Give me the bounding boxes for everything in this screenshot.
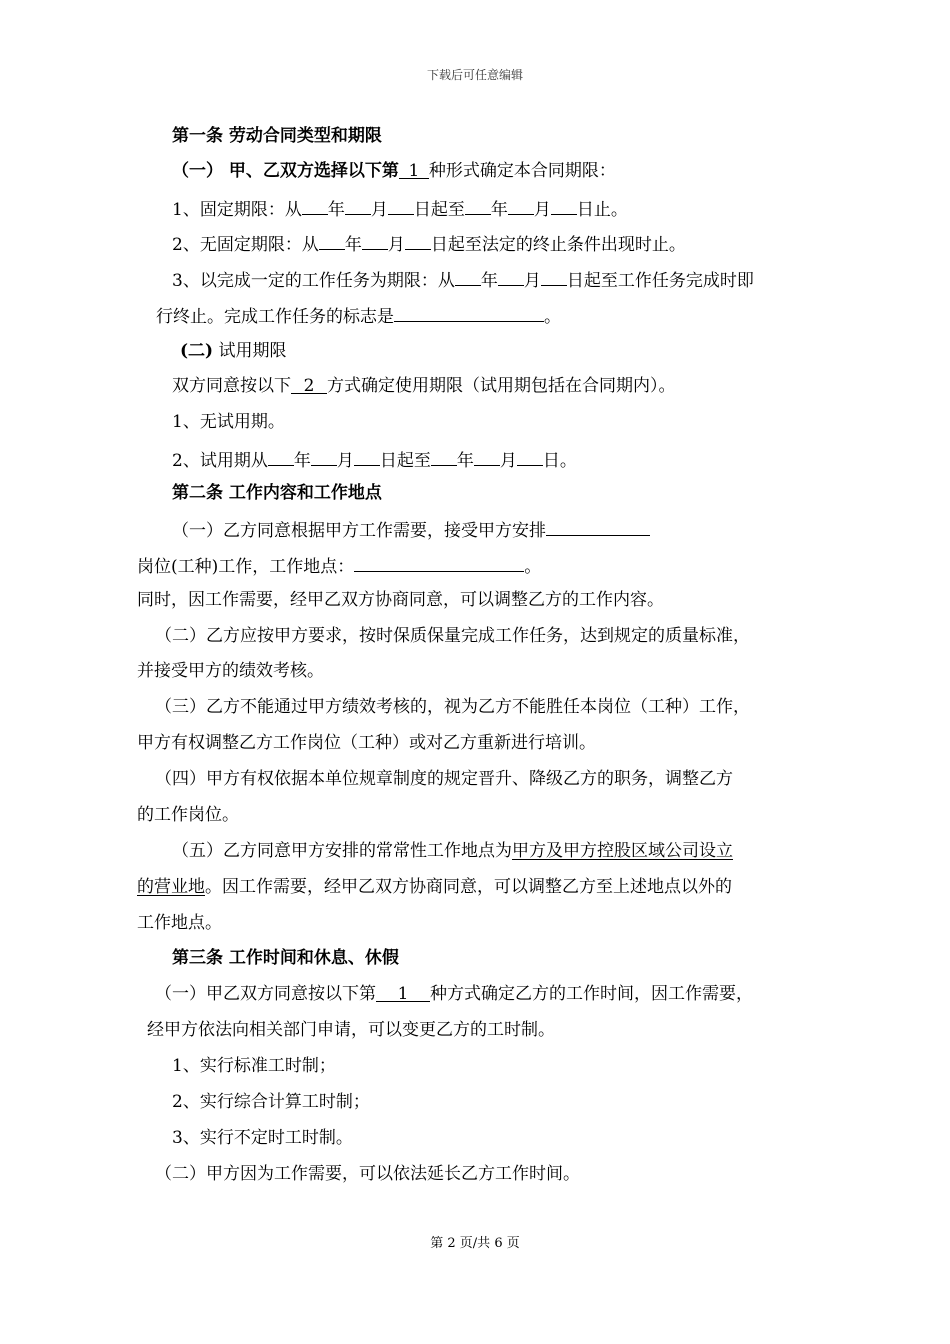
art1-para2-title: (二) 试用期限: [180, 341, 287, 361]
blank-field: [354, 552, 524, 572]
art1-para2: 双方同意按以下 2 方式确定使用期限（试用期包括在合同期内）。: [172, 376, 676, 396]
art1-para1: （一） 甲、乙双方选择以下第 1 种形式确定本合同期限：: [172, 161, 616, 181]
art3-item3: 3、实行不定时工时制。: [172, 1128, 353, 1148]
blank-field: [431, 446, 457, 466]
art1-para2-item2: 2、试用期从 年 月 日起至 年 月 日。: [172, 446, 577, 473]
art2-para5-line2: 的营业地。因工作需要，经甲乙双方协商同意，可以调整乙方至上述地点以外的: [137, 877, 732, 897]
blank-field: [268, 446, 294, 466]
blank-field: [362, 230, 388, 250]
art2-para2-line1: （二）乙方应按甲方要求，按时保质保量完成工作任务，达到规定的质量标准，: [155, 626, 750, 646]
article-1-title: 第一条 劳动合同类型和期限: [172, 126, 382, 146]
blank-field: [455, 266, 481, 286]
worktime-choice-value: 1: [376, 982, 430, 1002]
blank-field: [541, 266, 567, 286]
page-header: 下载后可任意编辑: [426, 68, 523, 82]
art1-para2-item1: 1、无试用期。: [172, 412, 285, 432]
art2-para3-line2: 甲方有权调整乙方工作岗位（工种）或对乙方重新进行培训。: [137, 733, 596, 753]
page-footer: 第 2 页/共 6 页: [430, 1236, 520, 1251]
form-choice-value: 1: [399, 159, 429, 179]
art3-item2: 2、实行综合计算工时制；: [172, 1092, 370, 1112]
art3-para1: （一）甲乙双方同意按以下第 1 种方式确定乙方的工作时间，因工作需要，: [155, 984, 753, 1004]
art2-para1-cont: 岗位(工种)工作，工作地点： 。: [137, 552, 541, 579]
probation-choice-value: 2: [291, 374, 327, 394]
art2-para4-line1: （四）甲方有权依据本单位规章制度的规定晋升、降级乙方的职务，调整乙方: [155, 769, 733, 789]
blank-field: [551, 195, 577, 215]
workplace-value-cont: 的营业地: [137, 877, 205, 897]
blank-field: [354, 446, 380, 466]
art1-item3: 3、以完成一定的工作任务为期限：从 年 月 日起至工作任务完成时即: [172, 266, 754, 293]
art2-para3-line1: （三）乙方不能通过甲方绩效考核的，视为乙方不能胜任本岗位（工种）工作，: [155, 697, 750, 717]
art2-para1: （一）乙方同意根据甲方工作需要，接受甲方安排: [172, 516, 650, 543]
workplace-value: 甲方及甲方控股区域公司设立: [512, 841, 733, 861]
blank-field: [498, 266, 524, 286]
art2-para2-line2: 并接受甲方的绩效考核。: [137, 661, 324, 681]
art2-para5-line3: 工作地点。: [137, 913, 222, 933]
blank-field: [394, 302, 544, 322]
art1-item1: 1、固定期限：从 年 月 日起至 年 月 日止。: [172, 195, 628, 222]
blank-field: [405, 230, 431, 250]
blank-field: [474, 446, 500, 466]
blank-field: [345, 195, 371, 215]
art1-item3-cont: 行终止。完成工作任务的标志是 。: [156, 302, 561, 329]
blank-field: [388, 195, 414, 215]
art2-para1-cont2: 同时，因工作需要，经甲乙双方协商同意，可以调整乙方的工作内容。: [137, 590, 664, 610]
blank-field: [465, 195, 491, 215]
article-3-title: 第三条 工作时间和休息、休假: [172, 948, 399, 968]
art3-item1: 1、实行标准工时制；: [172, 1056, 336, 1076]
blank-field: [311, 446, 337, 466]
blank-field: [546, 516, 650, 536]
art2-para5-line1: （五）乙方同意甲方安排的常常性工作地点为甲方及甲方控股区域公司设立: [172, 841, 733, 861]
blank-field: [319, 230, 345, 250]
art3-para1-cont: 经甲方依法向相关部门申请，可以变更乙方的工时制。: [147, 1020, 555, 1040]
blank-field: [517, 446, 543, 466]
blank-field: [508, 195, 534, 215]
art1-item2: 2、无固定期限：从 年 月 日起至法定的终止条件出现时止。: [172, 230, 686, 257]
art3-para2: （二）甲方因为工作需要，可以依法延长乙方工作时间。: [155, 1164, 580, 1184]
article-2-title: 第二条 工作内容和工作地点: [172, 483, 382, 503]
blank-field: [302, 195, 328, 215]
art2-para4-line2: 的工作岗位。: [137, 805, 239, 825]
